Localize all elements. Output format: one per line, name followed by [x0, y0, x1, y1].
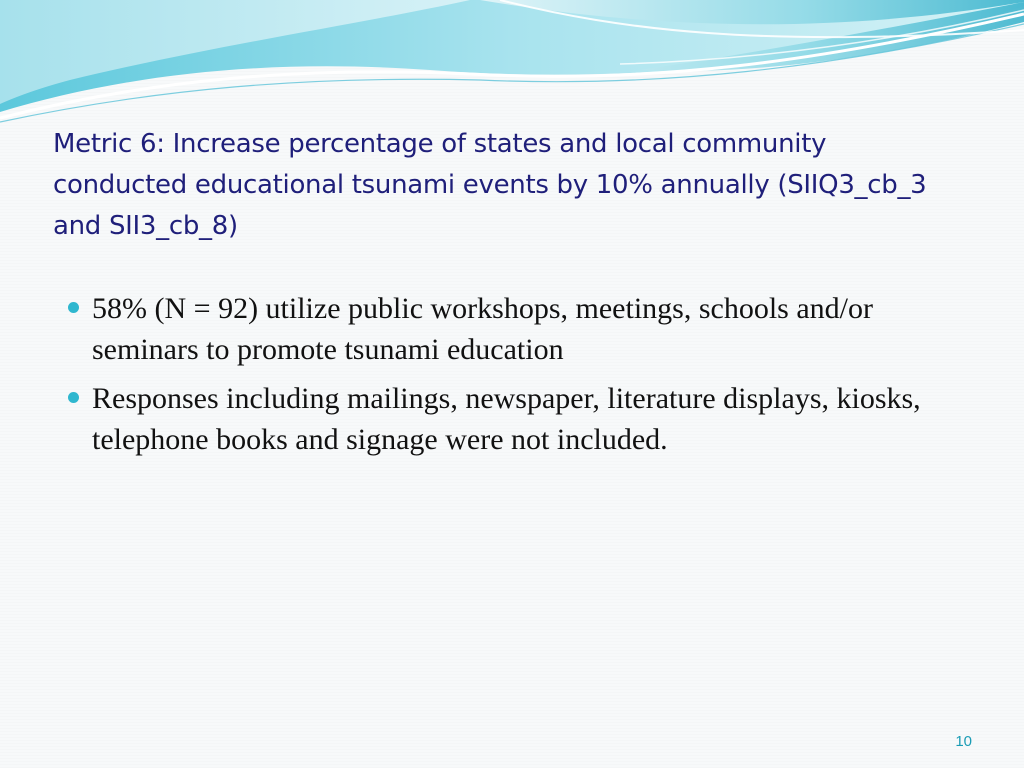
- bullet-item: [64, 378, 944, 460]
- bullet-item: [64, 288, 944, 370]
- slide-title: Metric 6: Increase percentage of states and local community conducted educational tsunami events by 10% annually (SIIQ3_cb_3 and SII3_cb_8): [53, 129, 927, 241]
- bullet-text: 58% (N = 92) utilize public workshops, meetings, schools and/or seminars to promote tsunami education: [92, 292, 873, 366]
- page-number: 10: [955, 733, 972, 750]
- bullet-list: [64, 288, 944, 468]
- bullet-icon: [68, 302, 79, 313]
- wave-decoration: [0, 0, 1024, 130]
- bullet-icon: [68, 392, 79, 403]
- bullet-text: Responses including mailings, newspaper, literature displays, kiosks, telephone books and signage were not included.: [92, 382, 921, 456]
